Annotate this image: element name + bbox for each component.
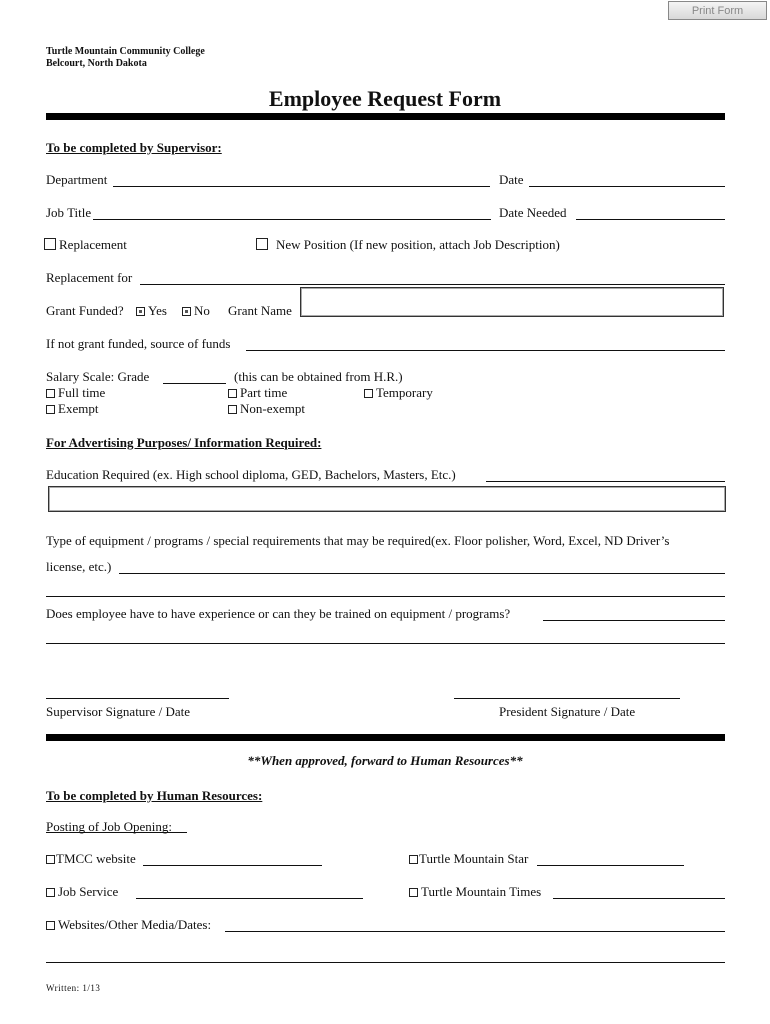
websites-other-checkbox[interactable] — [46, 921, 55, 930]
education-label: Education Required (ex. High school diploma, GED, Bachelors, Masters, Etc.) — [46, 467, 456, 482]
print-form-button[interactable]: Print Form — [668, 1, 767, 20]
websites-other-field-line-2[interactable] — [46, 962, 725, 963]
hr-section-heading: To be completed by Human Resources: — [46, 788, 263, 803]
grant-name-input[interactable] — [300, 287, 724, 317]
replacement-label: Replacement — [59, 237, 127, 252]
equipment-field[interactable] — [119, 573, 725, 574]
equipment-field-line-2[interactable] — [46, 596, 725, 597]
experience-field-line-2[interactable] — [46, 643, 725, 644]
new-position-label: New Position (If new position, attach Job Description) — [276, 237, 560, 252]
replacement-for-label: Replacement for — [46, 270, 133, 285]
grant-name-label: Grant Name — [228, 303, 292, 318]
websites-other-label: Websites/Other Media/Dates: — [58, 917, 212, 932]
grade-field[interactable] — [163, 383, 226, 384]
tmcc-website-label: TMCC website — [56, 851, 136, 866]
exempt-label: Exempt — [58, 401, 99, 416]
new-position-option[interactable] — [256, 238, 560, 251]
grant-no-label: No — [194, 303, 210, 318]
salary-note: (this can be obtained from H.R.) — [234, 369, 403, 384]
grant-no-checkbox[interactable] — [182, 307, 191, 316]
president-signature-line[interactable] — [454, 698, 680, 699]
job-service-field[interactable] — [136, 898, 363, 899]
part-time-option[interactable] — [228, 386, 287, 399]
date-field[interactable] — [529, 186, 725, 187]
non-exempt-option[interactable] — [228, 402, 305, 415]
grant-yes-label: Yes — [148, 303, 167, 318]
new-position-checkbox[interactable] — [256, 238, 268, 250]
non-exempt-checkbox[interactable] — [228, 405, 237, 414]
grant-funded-label: Grant Funded? — [46, 303, 124, 318]
grant-no-option[interactable] — [182, 304, 210, 317]
education-input[interactable] — [48, 486, 726, 512]
tmcc-website-option[interactable] — [46, 852, 136, 865]
supervisor-signature-label: Supervisor Signature / Date — [46, 704, 191, 719]
turtle-mountain-star-option[interactable] — [409, 852, 528, 865]
turtle-mountain-times-label: Turtle Mountain Times — [421, 884, 542, 899]
source-of-funds-field[interactable] — [246, 350, 725, 351]
supervisor-section-heading: To be completed by Supervisor: — [46, 140, 222, 155]
department-label: Department — [46, 172, 108, 187]
replacement-option[interactable] — [44, 238, 127, 251]
job-service-option[interactable] — [46, 885, 118, 898]
replacement-for-field[interactable] — [140, 284, 725, 285]
full-time-checkbox[interactable] — [46, 389, 55, 398]
part-time-label: Part time — [240, 385, 288, 400]
footer-written: Written: 1/13 — [46, 983, 101, 993]
turtle-mountain-star-label: Turtle Mountain Star — [419, 851, 529, 866]
equipment-label: Type of equipment / programs / special requirements that may be required(ex. Floor polisher, Word, Excel, ND Driver’s — [46, 533, 670, 548]
president-signature-label: President Signature / Date — [499, 704, 636, 719]
job-title-field[interactable] — [93, 219, 491, 220]
department-field[interactable] — [113, 186, 490, 187]
turtle-mountain-times-checkbox[interactable] — [409, 888, 418, 897]
posting-label: Posting of Job Opening: — [46, 819, 173, 834]
college-location: Belcourt, North Dakota — [46, 58, 147, 69]
tmcc-website-field[interactable] — [143, 865, 322, 866]
websites-other-option[interactable] — [46, 918, 211, 931]
tmcc-website-checkbox[interactable] — [46, 855, 55, 864]
websites-other-field[interactable] — [225, 931, 725, 932]
experience-field[interactable] — [543, 620, 725, 621]
section-divider — [46, 734, 725, 741]
college-name: Turtle Mountain Community College — [46, 46, 205, 57]
job-service-label: Job Service — [58, 884, 119, 899]
source-of-funds-label: If not grant funded, source of funds — [46, 336, 231, 351]
education-line — [486, 481, 725, 482]
exempt-checkbox[interactable] — [46, 405, 55, 414]
job-service-checkbox[interactable] — [46, 888, 55, 897]
title-divider — [46, 113, 725, 120]
full-time-option[interactable] — [46, 386, 105, 399]
posting-underline — [46, 832, 187, 833]
date-needed-field[interactable] — [576, 219, 725, 220]
salary-scale-label: Salary Scale: Grade — [46, 369, 150, 384]
forward-note: **When approved, forward to Human Resources** — [247, 753, 523, 768]
advertising-section-heading: For Advertising Purposes/ Information Required: — [46, 435, 322, 450]
replacement-checkbox[interactable] — [44, 238, 56, 250]
grant-yes-option[interactable] — [136, 304, 167, 317]
date-needed-label: Date Needed — [499, 205, 567, 220]
job-title-label: Job Title — [46, 205, 92, 220]
turtle-mountain-star-field[interactable] — [537, 865, 684, 866]
turtle-mountain-star-checkbox[interactable] — [409, 855, 418, 864]
non-exempt-label: Non-exempt — [240, 401, 305, 416]
temporary-label: Temporary — [376, 385, 433, 400]
page-title: Employee Request Form — [268, 86, 502, 111]
experience-label: Does employee have to have experience or can they be trained on equipment / programs? — [46, 606, 511, 621]
temporary-option[interactable] — [364, 386, 433, 399]
equipment-label-continued: license, etc.) — [46, 559, 112, 574]
temporary-checkbox[interactable] — [364, 389, 373, 398]
exempt-option[interactable] — [46, 402, 98, 415]
part-time-checkbox[interactable] — [228, 389, 237, 398]
date-label: Date — [499, 172, 524, 187]
supervisor-signature-line[interactable] — [46, 698, 229, 699]
turtle-mountain-times-field[interactable] — [553, 898, 725, 899]
full-time-label: Full time — [58, 385, 106, 400]
turtle-mountain-times-option[interactable] — [409, 885, 541, 898]
grant-yes-checkbox[interactable] — [136, 307, 145, 316]
